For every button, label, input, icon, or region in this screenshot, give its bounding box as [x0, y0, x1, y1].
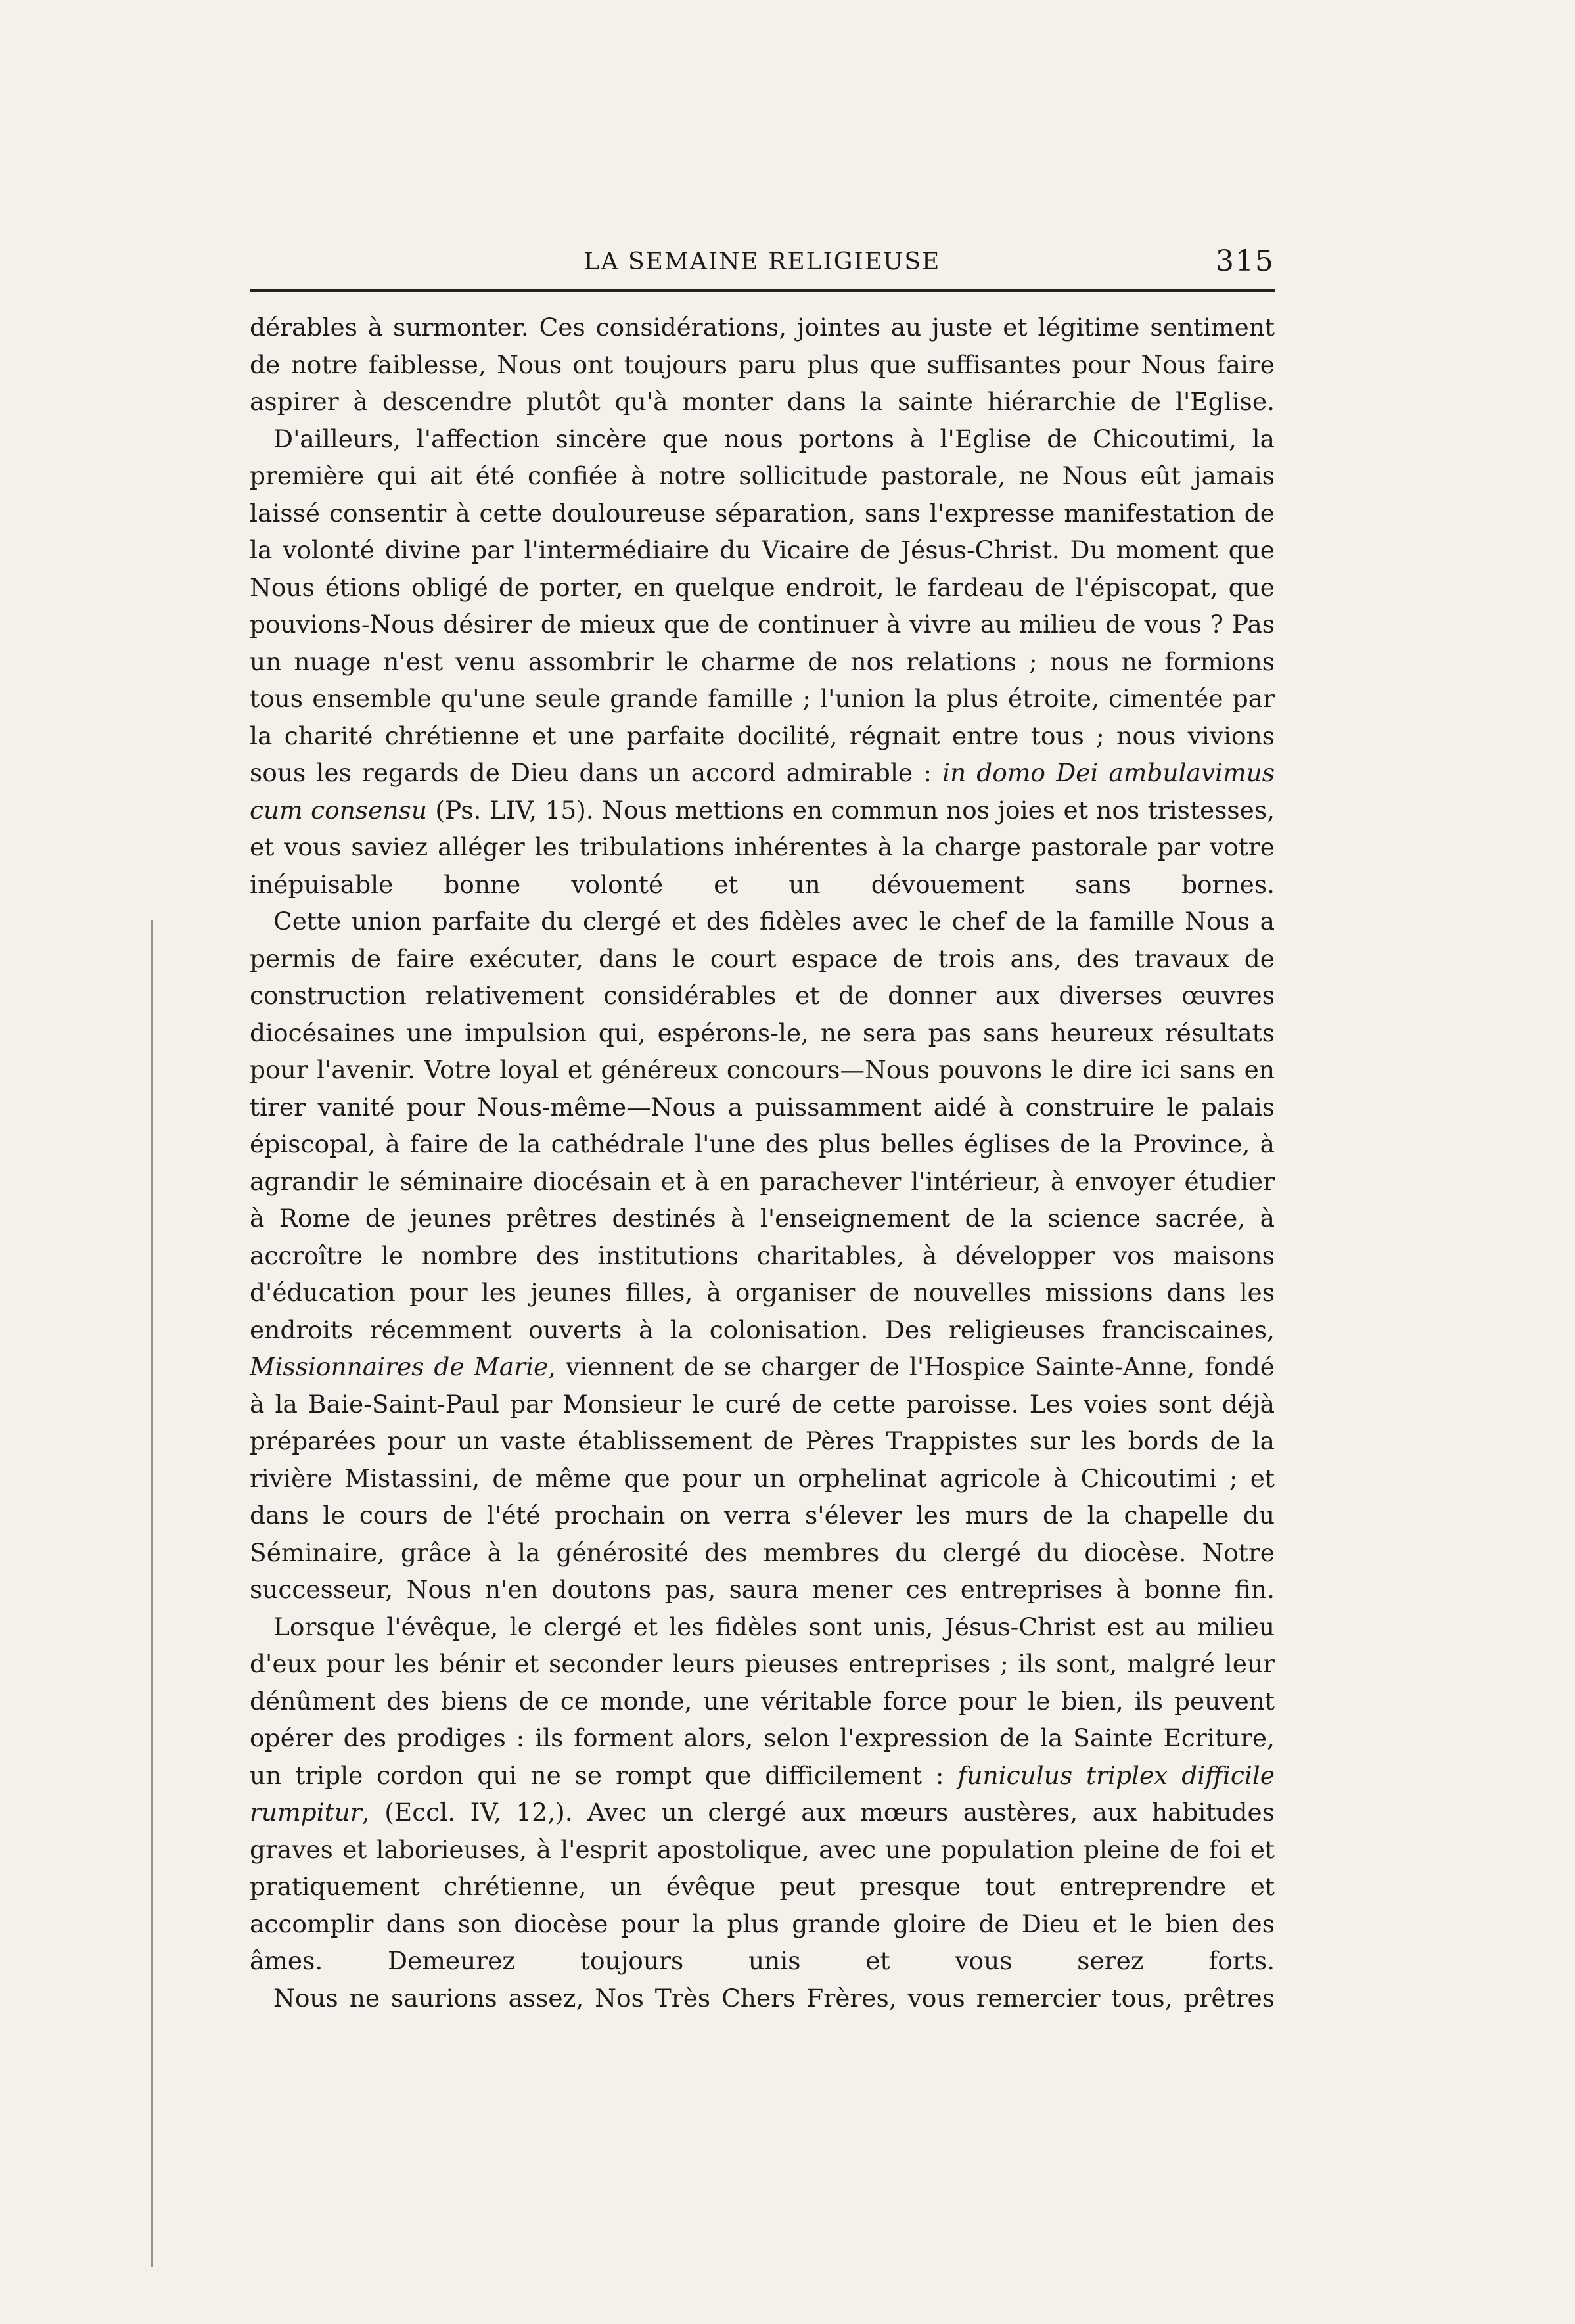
paragraph-2-latin-quote: in domo Dei ambulavimus cum consensu — [250, 758, 1275, 825]
paragraph-5 — [250, 1980, 1275, 2017]
paragraph-4 — [250, 1608, 1275, 1980]
paragraph-2-text-a: D'ailleurs, l'affection sincère que nous portons à l'Eglise de Chicoutimi, la première qui ait été confiée à notre sollicitude pastorale, ne Nous eût jamais laissé consentir à cette douloureuse séparation, sans l'expresse manifestation de la volonté divine par l'intermédiaire du Vicaire de Jésus-Christ. Du moment que Nous étions obligé de porter, en quelque endroit, le fardeau de l'épiscopat, que pouvions-Nous désirer de mieux que de continuer à vivre au milieu de vous ? Pas un nuage n'est venu assombrir le charme de nos relations ; nous ne formions tous ensemble qu'une seule grande famille ; l'union la plus étroite, cimentée par la charité chrétienne et une parfaite docilité, régnait entre tous ; nous vivions sous les regards de Dieu dans un accord admirable : — [250, 424, 1275, 787]
page-number: 315 — [1216, 244, 1275, 278]
paragraph-3-text-a: Cette union parfaite du clergé et des fidèles avec le chef de la famille Nous a permis de faire exécuter, dans le court espace de trois ans, des travaux de construction relativement considérables et de donner aux diverses œuvres diocésaines une impulsion qui, espérons-le, ne sera pas sans heureux résultats pour l'avenir. Votre loyal et généreux concours—Nous pouvons le dire ici sans en tirer vanité pour Nous-même—Nous a puissamment aidé à construire le palais épiscopal, à faire de la cathédrale l'une des plus belles églises de la Province, à agrandir le séminaire diocésain et à en parachever l'intérieur, à envoyer étudier à Rome de jeunes prêtres destinés à l'enseignement de la science sacrée, à accroître le nombre des institutions charitables, à développer vos maisons d'éducation pour les jeunes filles, à organiser de nouvelles missions dans les endroits récemment ouverts à la colonisation. Des religieuses franciscaines, — [250, 907, 1275, 1344]
body-text — [250, 309, 1275, 2016]
running-head — [250, 237, 1275, 292]
paragraph-4-text-b: , (Eccl. IV, 12,). Avec un clergé aux mœurs austères, aux habitudes graves et laborieuses, à l'esprit apostolique, avec une population pleine de foi et pratiquement chrétienne, un évêque peut presque tout entreprendre et accomplir dans son diocèse pour la plus grande gloire de Dieu et le bien des âmes. Demeurez toujours unis et vous serez forts. — [250, 1798, 1275, 1975]
paragraph-1 — [250, 309, 1275, 421]
paragraph-2 — [250, 421, 1275, 903]
paragraph-3-text-b: , viennent de se charger de l'Hospice Sainte-Anne, fondé à la Baie-Saint-Paul par Monsieur le curé de cette paroisse. Les voies sont déjà préparées pour un vaste établissement de Pères Trappistes sur les bords de la rivière Mistassini, de même que pour un orphelinat agricole à Chicoutimi ; et dans le cours de l'été prochain on verra s'élever les murs de la chapelle du Séminaire, grâce à la générosité des membres du clergé du diocèse. Notre successeur, Nous n'en doutons pas, saura mener ces entreprises à bonne fin. — [250, 1352, 1275, 1604]
paragraph-5-text: Nous ne saurions assez, Nos Très Chers Frères, vous remercier tous, prêtres — [273, 1983, 1275, 2013]
paragraph-2-text-b: (Ps. LIV, 15). Nous mettions en commun nos joies et nos tristesses, et vous saviez alléger les tribulations inhérentes à la charge pastorale par votre inépuisable bonne volonté et un dévouement sans bornes. — [250, 795, 1275, 899]
paragraph-3 — [250, 903, 1275, 1608]
margin-binding-line — [151, 920, 153, 2267]
paragraph-3-italic-name: Missionnaires de Marie — [250, 1352, 549, 1381]
paragraph-4-text-a: Lorsque l'évêque, le clergé et les fidèles sont unis, Jésus-Christ est au milieu d'eux pour les bénir et seconder leurs pieuses entreprises ; ils sont, malgré leur dénûment des biens de ce monde, une véritable force pour le bien, ils peuvent opérer des prodiges : ils forment alors, selon l'expression de la Sainte Ecriture, un triple cordon qui ne se rompt que difficilement : — [250, 1612, 1275, 1790]
document-page — [250, 237, 1275, 2016]
paragraph-1-text: dérables à surmonter. Ces considérations, jointes au juste et légitime sentiment de notre faiblesse, Nous ont toujours paru plus que suffisantes pour Nous faire aspirer à descendre plutôt qu'à monter dans la sainte hiérarchie de l'Eglise. — [250, 313, 1275, 416]
running-title: LA SEMAINE RELIGIEUSE — [583, 248, 941, 275]
paragraph-4-latin-quote: funiculus triplex difficile rumpitur — [250, 1760, 1275, 1827]
